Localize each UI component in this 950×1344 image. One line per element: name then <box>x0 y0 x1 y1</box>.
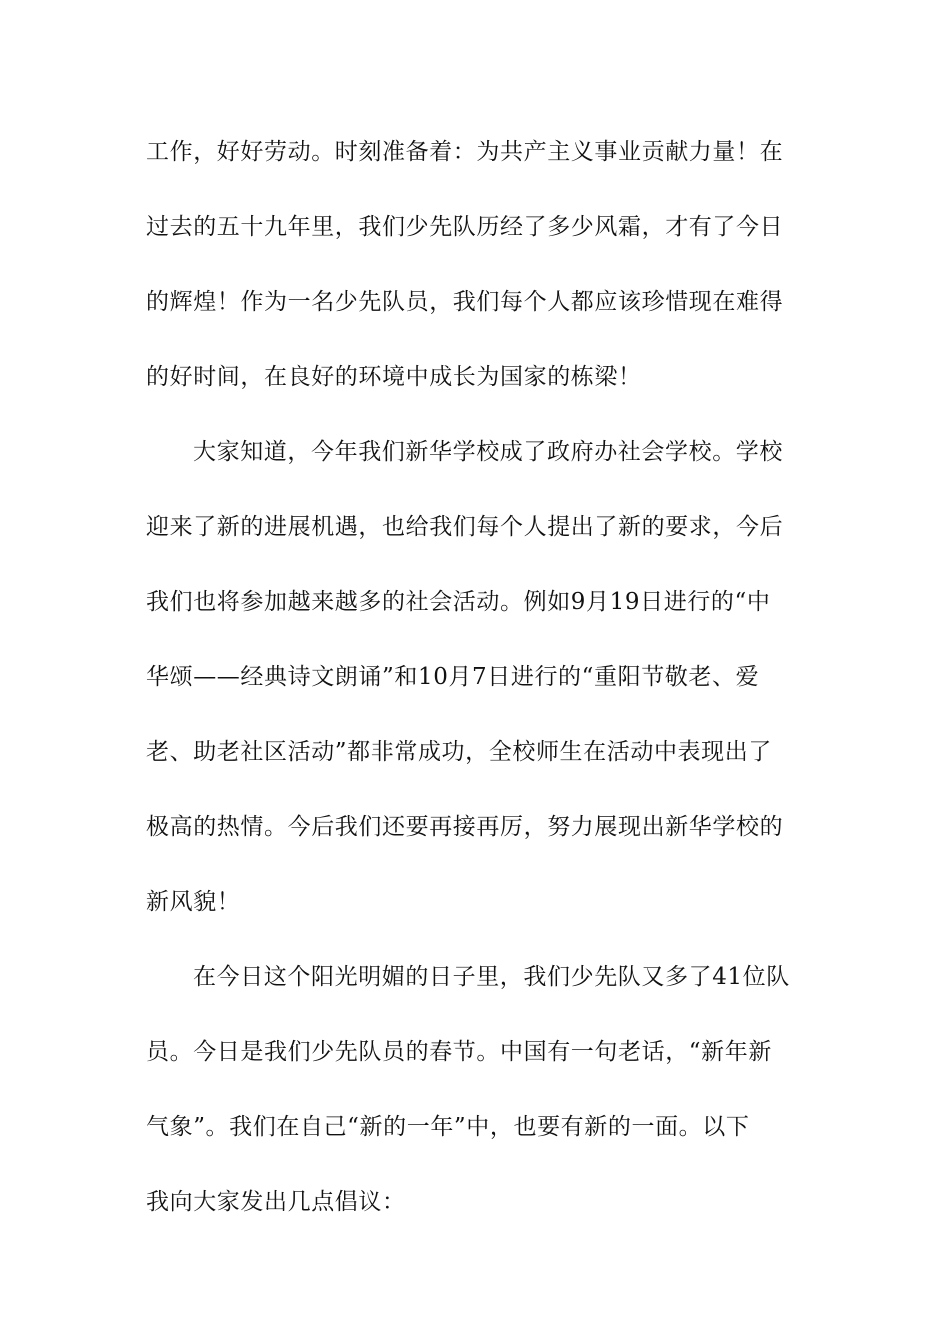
paragraph-first-line: 大家知道，今年我们新华学校成了政府办社会学校。学校 <box>193 439 783 465</box>
text-line: 老、助老社区活动”都非常成功，全校师生在活动中表现出了 <box>146 739 772 765</box>
text-line: 迎来了新的进展机遇，也给我们每个人提出了新的要求，今后 <box>146 514 784 540</box>
text-line: 我们也将参加越来越多的社会活动。例如9月19日进行的“中 <box>146 589 771 615</box>
text-line: 新风貌！ <box>146 889 241 915</box>
text-line: 的辉煌！作为一名少先队员，我们每个人都应该珍惜现在难得 <box>146 289 784 315</box>
text-line: 极高的热情。今后我们还要再接再厉，努力展现出新华学校的 <box>146 814 784 840</box>
paragraph-first-line: 在今日这个阳光明媚的日子里，我们少先队又多了41位队 <box>193 964 790 990</box>
text-line: 员。今日是我们少先队员的春节。中国有一句老话，“新年新 <box>146 1039 772 1065</box>
text-line: 过去的五十九年里，我们少先队历经了多少风霜，才有了今日 <box>146 214 784 240</box>
text-line: 工作，好好劳动。时刻准备着：为共产主义事业贡献力量！在 <box>146 139 784 165</box>
text-line: 气象”。我们在自己“新的一年”中，也要有新的一面。以下 <box>146 1114 750 1140</box>
text-line: 华颂——经典诗文朗诵”和10月7日进行的“重阳节敬老、爱 <box>146 664 760 690</box>
text-line: 的好时间，在良好的环境中成长为国家的栋梁！ <box>146 364 642 390</box>
text-line: 我向大家发出几点倡议： <box>146 1189 406 1215</box>
